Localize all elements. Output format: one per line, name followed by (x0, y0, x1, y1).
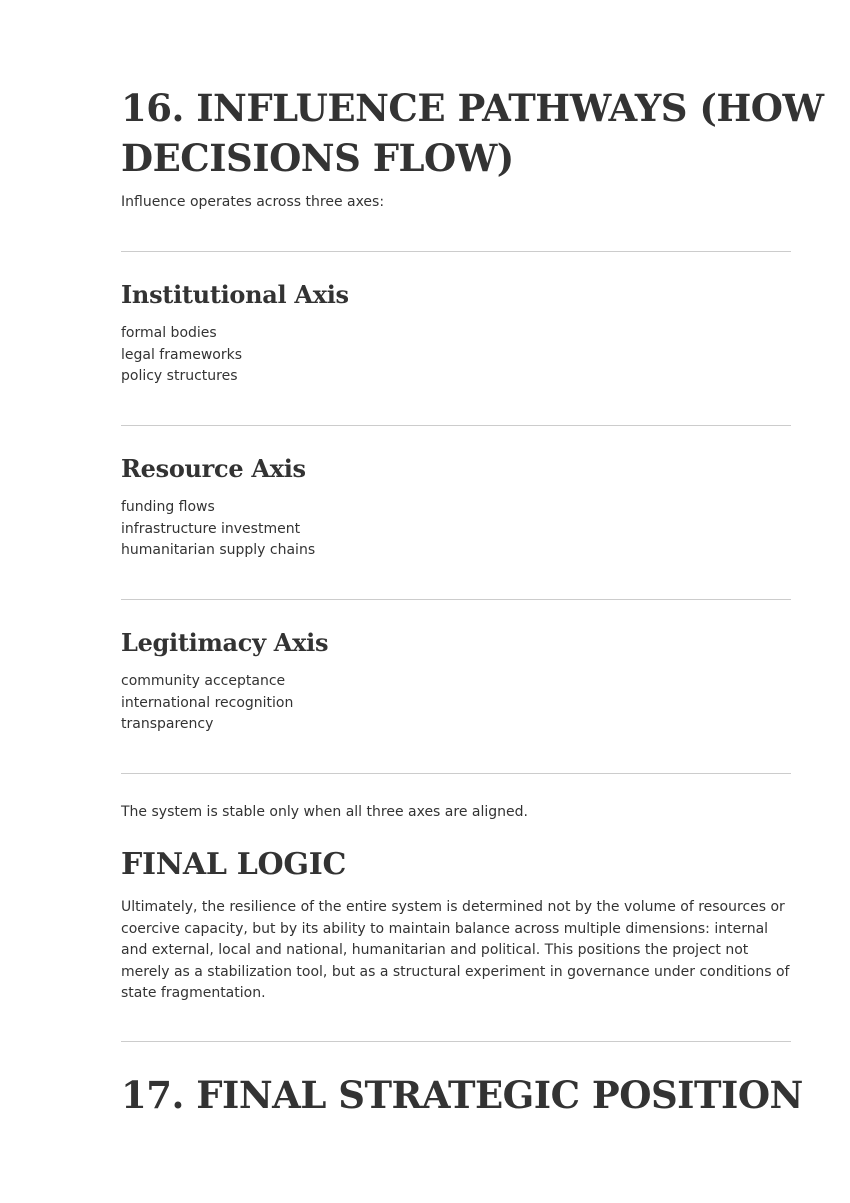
institutional-axis-list (121, 323, 242, 388)
divider (121, 425, 791, 426)
list-item: infrastructure investment (121, 520, 301, 537)
legitimacy-axis-list (121, 671, 293, 736)
section-16-title-line-1: 16. INFLUENCE PATHWAYS (HOW (121, 86, 824, 130)
legitimacy-axis-heading: Legitimacy Axis (121, 628, 329, 657)
divider (121, 599, 791, 600)
institutional-axis-heading: Institutional Axis (121, 280, 349, 309)
resource-axis-list (121, 497, 315, 562)
divider (121, 1041, 791, 1042)
list-item: humanitarian supply chains (121, 542, 316, 558)
section-16-intro: Influence operates across three axes: (121, 194, 385, 210)
stability-note: The system is stable only when all three axes are aligned. (121, 804, 528, 820)
section-17-title: 17. FINAL STRATEGIC POSITION (121, 1073, 803, 1117)
list-item: international recognition (121, 694, 294, 711)
divider (121, 773, 791, 774)
list-item: community acceptance (121, 673, 286, 689)
final-logic-body: Ultimately, the resilience of the entire system is determined not by the volume of resources or coercive capacity, but by its ability to maintain balance across multiple dimensions: internal and external, local and national, humanitarian and political. This positions the project not merely as a stabilization tool, but as a structural experiment in governance under conditions of state fragmentation. (121, 899, 790, 1001)
final-logic-heading: FINAL LOGIC (121, 847, 347, 882)
divider (121, 251, 791, 252)
list-item: policy structures (121, 368, 238, 384)
list-item: formal bodies (121, 325, 217, 341)
section-16-title-line-2: DECISIONS FLOW) (121, 136, 514, 180)
list-item: funding flows (121, 499, 215, 515)
list-item: transparency (121, 716, 214, 732)
list-item: legal frameworks (121, 346, 242, 363)
resource-axis-heading: Resource Axis (121, 454, 306, 483)
